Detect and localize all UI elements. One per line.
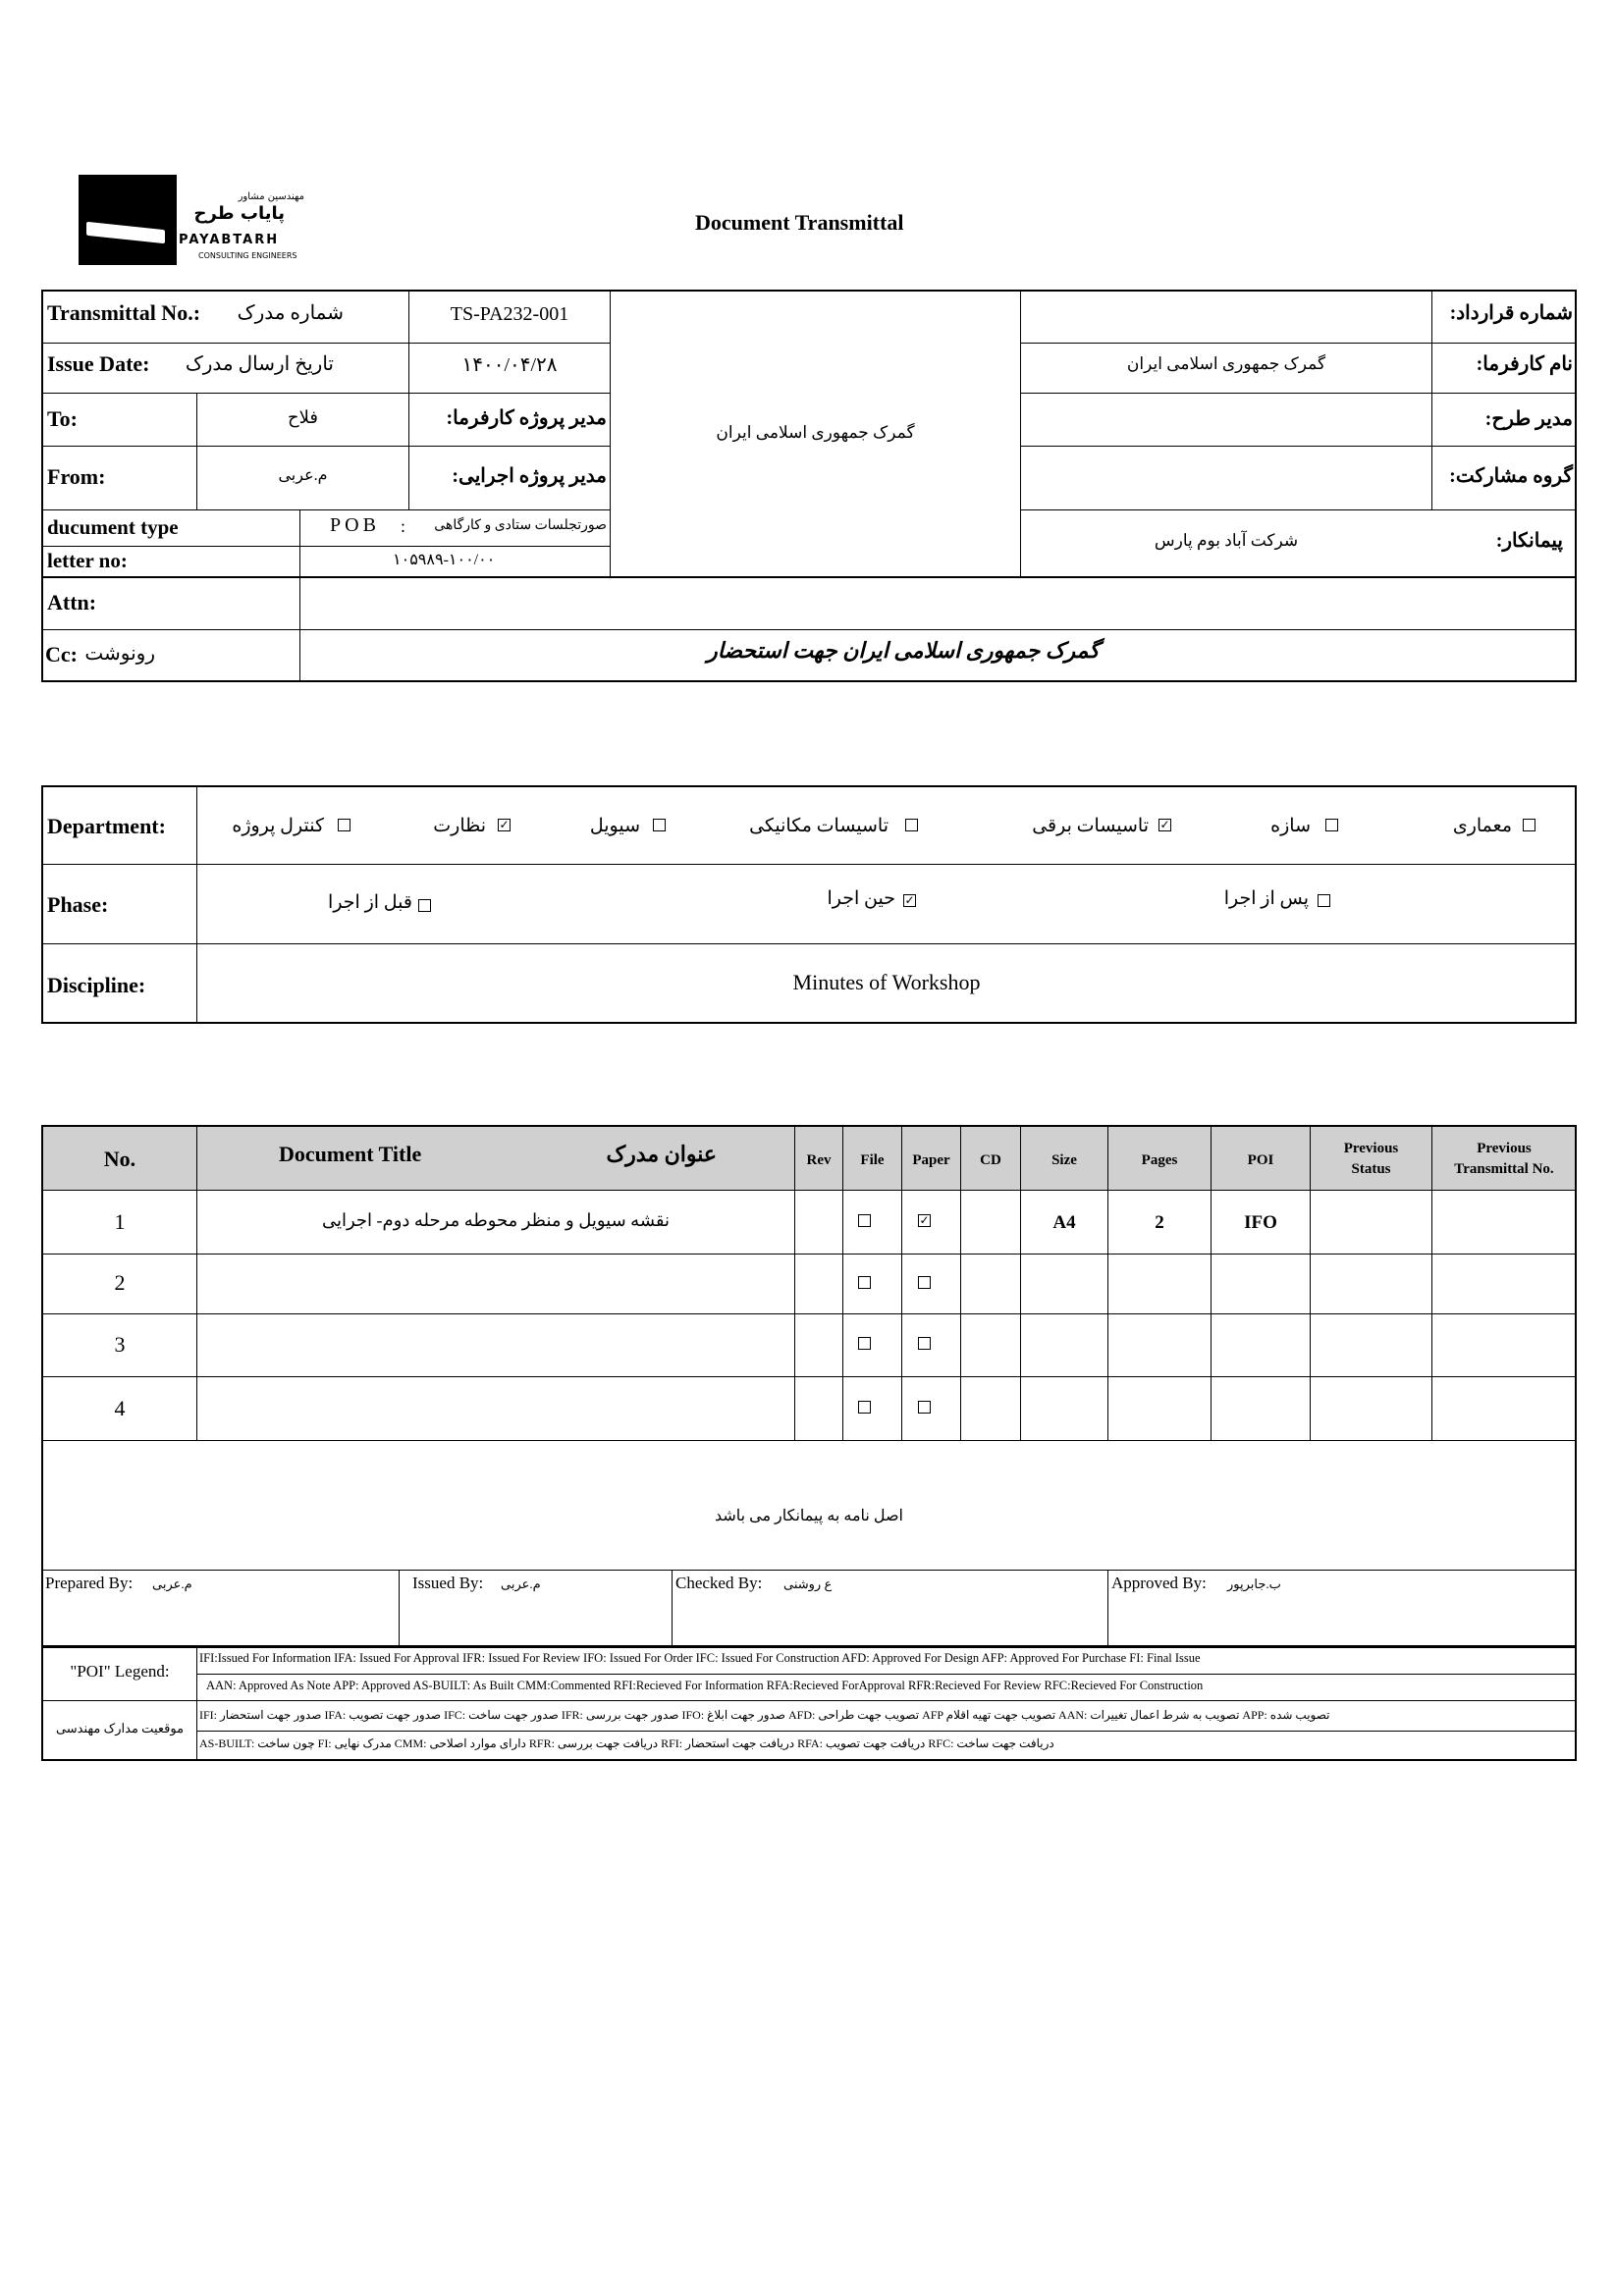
checkbox-checked-icon[interactable]: ✓: [499, 818, 510, 831]
logo: [79, 175, 324, 265]
doc-type-label: ducument type: [47, 515, 179, 539]
contractor-value: شرکت آباد بوم پارس: [1154, 531, 1299, 550]
partner-label: گروه مشارکت:: [1449, 465, 1573, 487]
col-cd: CD: [980, 1152, 1001, 1168]
cc-value: گمرک جمهوری اسلامی ایران جهت استحضار: [707, 638, 1100, 663]
contract-no-label: شماره قرارداد:: [1449, 302, 1573, 324]
phase-item-label: پس از اجرا: [1223, 888, 1309, 909]
checkbox-icon[interactable]: [918, 1276, 931, 1289]
row-no: 1: [114, 1209, 126, 1234]
design-mgr-label: مدیر طرح:: [1484, 408, 1573, 430]
col-rev: Rev: [806, 1152, 832, 1168]
checkbox-icon[interactable]: [338, 819, 350, 831]
prepared-by-label: Prepared By:: [45, 1574, 134, 1592]
row-no: 3: [114, 1332, 126, 1357]
checkbox-icon[interactable]: [905, 819, 918, 831]
col-poi: POI: [1247, 1152, 1274, 1168]
checkbox-checked-icon[interactable]: ✓: [1159, 818, 1170, 831]
logo-tagline: CONSULTING ENGINEERS: [198, 251, 297, 260]
checkbox-icon[interactable]: [418, 899, 431, 912]
checkbox-icon[interactable]: [858, 1337, 871, 1350]
cc-label: Cc:: [45, 642, 78, 667]
to-value: فلاح: [288, 407, 318, 427]
issue-date-value: ۱۴۰۰/۰۴/۲۸: [461, 354, 558, 376]
checkbox-icon[interactable]: [653, 819, 666, 831]
checkbox-icon[interactable]: [1523, 819, 1535, 831]
discipline-value: Minutes of Workshop: [792, 970, 981, 994]
legend-fa-label: موقعیت مدارک مهندسی: [55, 1721, 185, 1735]
dept-item-label: تاسیسات مکانیکی: [749, 816, 889, 836]
prepared-by-value: م.عربی: [152, 1576, 192, 1591]
checkbox-icon[interactable]: [918, 1337, 931, 1350]
from-label: From:: [47, 464, 106, 489]
exec-pm-label: مدیر پروژه اجرایی:: [452, 465, 607, 487]
phase-item-label: قبل از اجرا: [328, 892, 412, 913]
dept-item-label: تاسیسات برقی: [1032, 816, 1149, 836]
client-value: گمرک جمهوری اسلامی ایران: [1126, 354, 1326, 373]
checked-by-label: Checked By:: [675, 1574, 763, 1592]
row-pages: 2: [1155, 1212, 1164, 1233]
col-pages: Pages: [1141, 1152, 1178, 1168]
checkbox-icon[interactable]: [1318, 894, 1330, 907]
attn-label: Attn:: [47, 590, 97, 614]
checkbox-icon[interactable]: [1325, 819, 1338, 831]
cc-label-fa: رونوشت: [84, 643, 155, 665]
checkbox-checked-icon[interactable]: ✓: [904, 893, 915, 907]
issued-by-label: Issued By:: [412, 1574, 484, 1592]
legend-line-2: AAN: Approved As Note APP: Approved AS-BUILT: As Built CMM:Commented RFI:Recieved For Information RFA:Recieved ForApproval RFR:Recieved For Review RFC:Recieved For Construction: [206, 1679, 1204, 1692]
checkbox-icon[interactable]: [858, 1214, 871, 1227]
discipline-label: Discipline:: [47, 973, 146, 997]
transmittal-no-label: Transmittal No.:: [47, 300, 201, 325]
legend-line-3: IFI: صدور جهت استحضار IFA: صدور جهت تصویب IFC: صدور جهت ساخت IFR: صدور جهت بررسی IFO: صدور جهت ابلاغ AFD: تصویب جهت طراحی AFP تصویب جهت تهیه اقلام AAN: تصویب به شرط اعمال تغییرات APP: تصویب شده: [199, 1708, 1330, 1722]
doc-type-value: POB: [330, 514, 380, 536]
checkbox-icon[interactable]: [858, 1276, 871, 1289]
legend-poi-label: "POI" Legend:: [70, 1662, 170, 1681]
col-no: No.: [103, 1147, 136, 1171]
row-no: 2: [114, 1270, 126, 1295]
doc-type-sep: :: [401, 516, 406, 536]
row-poi: IFO: [1244, 1212, 1277, 1233]
checked-by-value: ع روشنی: [783, 1576, 833, 1591]
col-title-en: Document Title: [279, 1142, 422, 1166]
dept-item-label: معماری: [1452, 816, 1512, 836]
header-block: [41, 290, 1577, 682]
checkbox-icon[interactable]: [858, 1401, 871, 1414]
approved-by-label: Approved By:: [1111, 1574, 1207, 1592]
table-note: اصل نامه به پیمانکار می باشد: [715, 1508, 903, 1524]
logo-mark: [79, 175, 177, 265]
row-size: A4: [1052, 1212, 1076, 1233]
issued-by-value: م.عربی: [501, 1576, 541, 1591]
logo-brand-en: PAYABTARH: [179, 233, 280, 247]
logo-tag-fa: مهندسین مشاور: [238, 191, 304, 202]
project-center: گمرک جمهوری اسلامی ایران: [716, 423, 915, 442]
col-prev-trans-2: Transmittal No.: [1454, 1161, 1554, 1177]
col-paper: Paper: [912, 1152, 950, 1168]
contractor-label: پیمانکار:: [1495, 530, 1563, 552]
client-pm-label: مدیر پروژه کارفرما:: [446, 407, 607, 429]
legend-line-1: IFI:Issued For Information IFA: Issued For Approval IFR: Issued For Review IFO: Issued For Order IFC: Issued For Construction AFD: Approved For Design AFP: Approved For Purchase FI: Final Issue: [199, 1651, 1201, 1665]
col-prev-status-2: Status: [1351, 1161, 1391, 1177]
phase-label: Phase:: [47, 892, 109, 917]
approved-by-value: ب.جابرپور: [1227, 1576, 1281, 1591]
page-title: Document Transmittal: [695, 210, 904, 235]
to-label: To:: [47, 406, 78, 431]
from-value: م.عربی: [278, 467, 328, 484]
transmittal-no-value: TS-PA232-001: [450, 303, 569, 325]
logo-brand-fa: پایاب طرح: [193, 203, 285, 224]
issue-date-label: Issue Date:: [47, 351, 150, 376]
doc-type-fa: صورتجلسات ستادی و کارگاهی: [434, 518, 607, 533]
dept-item-label: نظارت: [433, 816, 486, 836]
col-file: File: [860, 1152, 885, 1168]
letter-no-label: letter no:: [47, 549, 128, 572]
phase-item-label: حین اجرا: [827, 888, 895, 909]
checkbox-checked-icon[interactable]: ✓: [919, 1213, 930, 1227]
legend-line-4: AS-BUILT: چون ساخت FI: مدرک نهایی CMM: دارای موارد اصلاحی RFR: دریافت جهت بررسی RFI: دریافت جهت استحضار RFA: دریافت جهت تصویب RFC: دریافت جهت ساخت: [199, 1736, 1054, 1750]
col-size: Size: [1051, 1152, 1077, 1168]
transmittal-no-label-fa: شماره مدرک: [237, 302, 344, 324]
checkbox-icon[interactable]: [918, 1401, 931, 1414]
letter-no-value: ۱۰۵۹۸۹-۱۰۰/۰۰: [393, 552, 496, 568]
col-title-fa: عنوان مدرک: [606, 1142, 717, 1166]
col-prev-trans-1: Previous: [1477, 1141, 1532, 1156]
client-label: نام کارفرما:: [1476, 353, 1573, 375]
dept-item-label: سیویل: [589, 816, 640, 836]
issue-date-label-fa: تاریخ ارسال مدرک: [185, 353, 334, 375]
department-label: Department:: [47, 814, 166, 838]
dept-item-label: کنترل پروژه: [232, 816, 324, 836]
col-prev-status-1: Previous: [1343, 1141, 1399, 1156]
dept-item-label: سازه: [1270, 816, 1311, 836]
row-no: 4: [114, 1396, 126, 1420]
row-title: نقشه سیویل و منظر محوطه مرحله دوم- اجرایی: [321, 1210, 670, 1230]
